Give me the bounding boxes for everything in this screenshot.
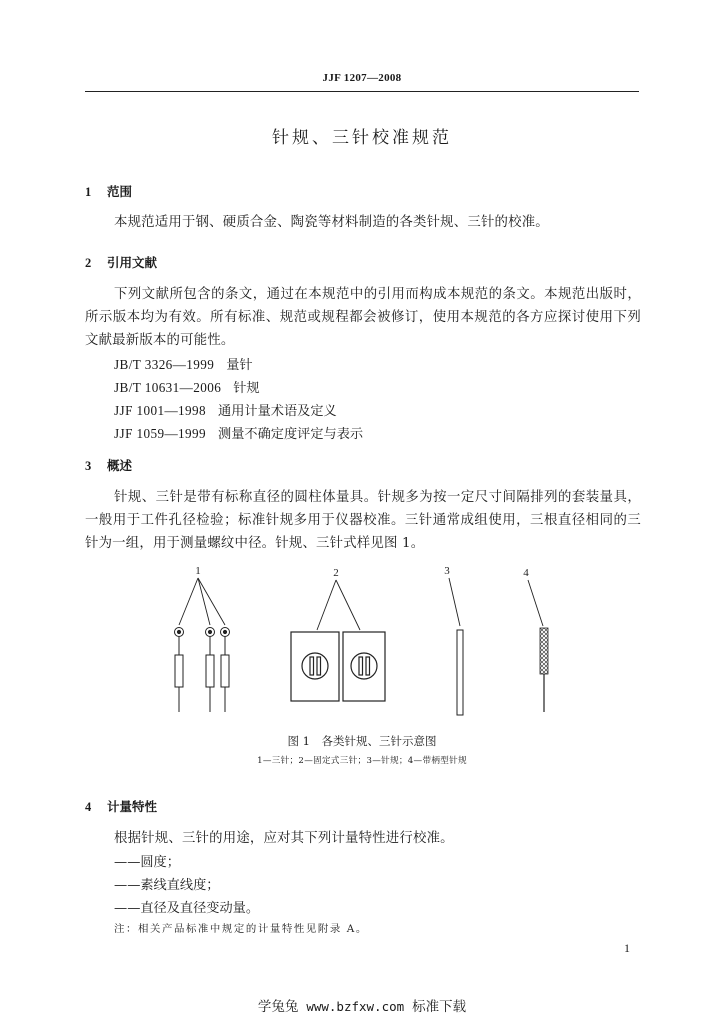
reference-item — [114, 400, 337, 419]
reference-code: JJF 1059—1999 — [114, 426, 207, 441]
section-title: 计量特性 — [107, 799, 158, 814]
footer-download-text: 标准下载 — [412, 999, 467, 1015]
three-wire-item — [221, 628, 230, 713]
figure-gauge-illustration — [160, 560, 580, 730]
three-wire-item — [206, 628, 215, 713]
section-number: 1 — [85, 185, 92, 199]
reference-name: 针规 — [233, 381, 260, 396]
section-number: 2 — [85, 256, 92, 270]
document-title: 针规、三针校准规范 — [272, 128, 452, 148]
fixed-three-wire-item — [291, 632, 385, 701]
section-number: 3 — [85, 459, 92, 473]
section-heading-overview — [85, 456, 132, 474]
figure-legend: 1—三针；2—固定式三针；3—针规；4—带柄型针规 — [257, 756, 467, 766]
reference-name: 量针 — [226, 358, 253, 373]
reference-item — [114, 354, 253, 373]
scope-text: 本规范适用于钢、硬质合金、陶瓷等材料制造的各类针规、三针的校准。 — [114, 215, 549, 230]
document-header: JJF 1207—2008 — [322, 72, 402, 84]
references-intro-text: 下列文献所包含的条文，通过在本规范中的引用而构成本规范的条文。本规范出版时，所示版本均为有效。所有标准、规范或规程都会被修订，使用本规范的各方应探讨使用下列文献最新版本的可能性。 — [85, 287, 641, 348]
note-text: 注：相关产品标准中规定的计量特性见附录 A。 — [114, 923, 368, 935]
figure-label-3: 3 — [444, 565, 450, 577]
figure-label-4: 4 — [523, 567, 529, 579]
section-heading-metrology — [85, 797, 157, 815]
header-rule — [85, 91, 639, 92]
pin-gauge-item — [457, 630, 463, 715]
handled-pin-gauge-item — [540, 628, 548, 712]
figure-label-2: 2 — [333, 567, 339, 579]
section-number: 4 — [85, 800, 92, 814]
page-number: 1 — [624, 941, 630, 955]
figure-caption: 图 1 各类针规、三针示意图 — [287, 734, 437, 748]
reference-item — [114, 377, 260, 396]
three-wire-item — [175, 628, 184, 713]
metrology-intro-text: 根据针规、三针的用途，应对其下列计量特性进行校准。 — [114, 831, 454, 846]
section-heading-references — [85, 253, 157, 271]
section-title: 概述 — [107, 458, 133, 473]
section-title: 范围 — [107, 184, 133, 199]
references-intro-paragraph — [85, 283, 641, 352]
reference-code: JJF 1001—1998 — [114, 403, 207, 418]
footer-watermark — [0, 995, 724, 1015]
metrology-item: ——素线直线度； — [114, 878, 220, 893]
overview-text: 针规、三针是带有标称直径的圆柱体量具。针规多为按一定尺寸间隔排列的套装量具，一般用于工件孔径检验；标准针规多用于仪器校准。三针通常成组使用，三根直径相同的三针为一组，用于测量螺纹中径。针规、三针式样见图 1。 — [85, 490, 641, 551]
footer-site-name: 学兔兔 — [257, 999, 299, 1015]
metrology-intro-paragraph — [85, 827, 641, 850]
reference-name: 通用计量术语及定义 — [218, 404, 337, 419]
metrology-item: ——直径及直径变动量。 — [114, 901, 260, 916]
section-title: 引用文献 — [107, 255, 158, 270]
overview-paragraph — [85, 486, 641, 555]
scope-paragraph — [85, 211, 641, 234]
figure-label-1: 1 — [195, 565, 201, 577]
metrology-item: ——圆度； — [114, 855, 180, 870]
section-heading-scope — [85, 182, 132, 200]
footer-url[interactable]: www.bzfxw.com — [306, 999, 405, 1014]
reference-item — [114, 423, 363, 442]
reference-code: JB/T 10631—2006 — [114, 380, 222, 395]
reference-name: 测量不确定度评定与表示 — [218, 427, 364, 442]
reference-code: JB/T 3326—1999 — [114, 357, 215, 372]
